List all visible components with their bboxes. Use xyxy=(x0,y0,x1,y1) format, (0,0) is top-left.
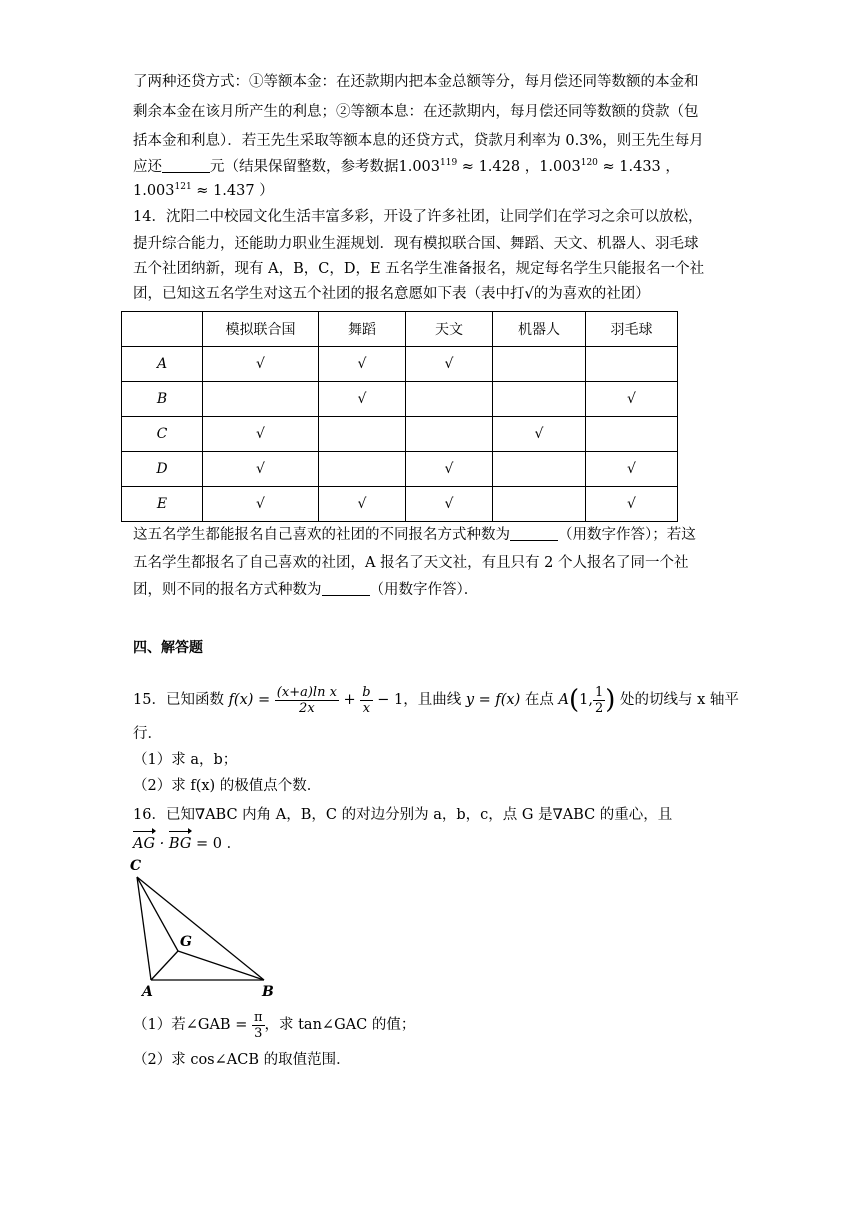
table-cell: C xyxy=(122,417,203,452)
q15-line-2: 行． xyxy=(133,726,162,742)
q16-sub-1: （1）若∠GAB = $\frac{\pi}{3}$ ，求 tan∠GAC 的值； xyxy=(133,1009,416,1041)
table-cell xyxy=(406,382,493,417)
table-cell: √ xyxy=(406,487,493,522)
pi-over-3: $\frac{\pi}{3}$ xyxy=(253,1009,263,1041)
table-row xyxy=(122,382,678,417)
q16-line-1: 16．已知∇ABC 内角 A，B，C 的对边分别为 a，b，c，点 G 是∇ABC 的重心，且 xyxy=(133,807,673,823)
q16-sub-2: （2）求 cos∠ACB 的取值范围． xyxy=(133,1052,351,1068)
q14-line-3: 五个社团纳新，现有 A，B，C，D，E 五名学生准备报名，规定每名学生只能报名一个社 xyxy=(133,261,705,277)
table-cell xyxy=(493,487,586,522)
table-cell: √ xyxy=(203,417,319,452)
table-cell: √ xyxy=(406,347,493,382)
table-cell: √ xyxy=(319,382,406,417)
table-cell: √ xyxy=(203,347,319,382)
q14-line-2: 提升综合能力，还能助力职业生涯规划．现有模拟联合国、舞蹈、天文、机器人、羽毛球 xyxy=(133,236,699,252)
q13-ref-intro: 元（结果保留整数，参考数据 xyxy=(210,159,399,175)
q13-ref-1: $1.003^{119} \approx 1.428$ ， xyxy=(398,158,540,175)
table-row xyxy=(122,417,678,452)
table-cell xyxy=(493,382,586,417)
q13-line-1: 了两种还贷方式：①等额本金：在还款期内把本金总额等分，每月偿还同等数额的本金和 xyxy=(133,74,699,90)
table-cell xyxy=(319,452,406,487)
table-header-cell: 天文 xyxy=(406,312,493,347)
q14-after-line-3: 团，则不同的报名方式种数为 （用数字作答）． xyxy=(133,582,479,598)
vertex-label-c: C xyxy=(130,858,142,874)
table-cell xyxy=(586,417,678,452)
vertex-label-a: A xyxy=(142,984,153,1000)
table-cell xyxy=(203,382,319,417)
table-cell xyxy=(493,452,586,487)
fraction-1: $\frac{\text{(x+a)ln x}}{2x}$ xyxy=(276,684,337,716)
table-cell: √ xyxy=(586,452,678,487)
table-cell: √ xyxy=(203,452,319,487)
table-cell: E xyxy=(122,487,203,522)
q13-line-2: 剩余本金在该月所产生的利息；②等额本息：在还款期内，每月偿还同等数额的贷款（包 xyxy=(133,104,699,120)
q15-sub-2: （2）求 f(x) 的极值点个数． xyxy=(133,778,322,794)
table-cell xyxy=(586,347,678,382)
q15-line-1: 15．已知函数 f(x) = $\frac{\text{(x+a)ln x}}{2x}$ + $\frac{b}{x}$ − 1，且曲线 y = f(x) 在点 A(1, $\frac{1}{2}$ ) 处的切线与 x 轴平 xyxy=(133,684,739,716)
q14-line-4: 团，已知这五名学生对这五个社团的报名意愿如下表（表中打√的为喜欢的社团） xyxy=(133,286,650,302)
q13-answer-prefix: 应还 xyxy=(133,159,162,175)
table-header-cell: 模拟联合国 xyxy=(203,312,319,347)
segment-ag xyxy=(151,951,178,980)
vertex-label-g: G xyxy=(180,934,192,950)
table-cell: √ xyxy=(493,417,586,452)
vertex-label-b: B xyxy=(262,984,274,1000)
vector-ag: AG xyxy=(133,836,156,852)
q13-ref-3: $1.003^{121} \approx 1.437$ ） xyxy=(133,182,274,199)
point-y-fraction: $\frac{1}{2}$ xyxy=(594,684,604,716)
q13-ref-2: $1.003^{120} \approx 1.433$ ， xyxy=(539,158,680,175)
table-cell: A xyxy=(122,347,203,382)
table-header-cell: 舞蹈 xyxy=(319,312,406,347)
q16-line-2: AG · BG = 0 ． xyxy=(133,836,242,852)
q13-line-3: 括本金和利息）．若王先生采取等额本息的还贷方式，贷款月利率为 0.3%，则王先生每月 xyxy=(133,133,704,149)
segment-cg xyxy=(137,877,178,951)
table-header-row xyxy=(122,312,678,347)
triangle-figure xyxy=(124,856,284,1001)
table-cell: B xyxy=(122,382,203,417)
q13-line-4 xyxy=(133,157,680,177)
q14-line-1: 14．沈阳二中校园文化生活丰富多彩，开设了许多社团，让同学们在学习之余可以放松， xyxy=(133,209,703,225)
q14-answer-blank-2[interactable] xyxy=(322,581,370,596)
table-cell: √ xyxy=(586,487,678,522)
table-cell: √ xyxy=(203,487,319,522)
q14-answer-blank-1[interactable] xyxy=(510,526,558,541)
q15-sub-1: （1）求 a，b； xyxy=(133,752,238,768)
table-cell xyxy=(319,417,406,452)
table-cell: √ xyxy=(586,382,678,417)
table-header-cell: 羽毛球 xyxy=(586,312,678,347)
club-preference-table xyxy=(121,311,678,522)
table-cell: √ xyxy=(319,487,406,522)
table-cell: √ xyxy=(406,452,493,487)
table-row xyxy=(122,487,678,522)
segment-bg xyxy=(178,951,264,980)
table-header-cell xyxy=(122,312,203,347)
table-cell xyxy=(493,347,586,382)
table-row xyxy=(122,452,678,487)
table-row xyxy=(122,347,678,382)
edge-cb xyxy=(137,877,264,980)
fraction-2: $\frac{b}{x}$ xyxy=(362,684,371,716)
q13-answer-blank[interactable] xyxy=(162,158,210,173)
vector-bg: BG xyxy=(168,836,192,852)
q14-after-line-1: 这五名学生都能报名自己喜欢的社团的不同报名方式种数为 （用数字作答）；若这 xyxy=(133,527,696,543)
function-lhs: f(x) = xyxy=(228,692,275,708)
table-cell: √ xyxy=(319,347,406,382)
section-heading: 四、解答题 xyxy=(133,640,203,656)
edge-ca xyxy=(137,877,151,980)
table-header-cell: 机器人 xyxy=(493,312,586,347)
table-cell: D xyxy=(122,452,203,487)
q14-after-line-2: 五名学生都报名了自己喜欢的社团，A 报名了天文社，有且只有 2 个人报名了同一个社 xyxy=(133,555,689,571)
table-cell xyxy=(406,417,493,452)
